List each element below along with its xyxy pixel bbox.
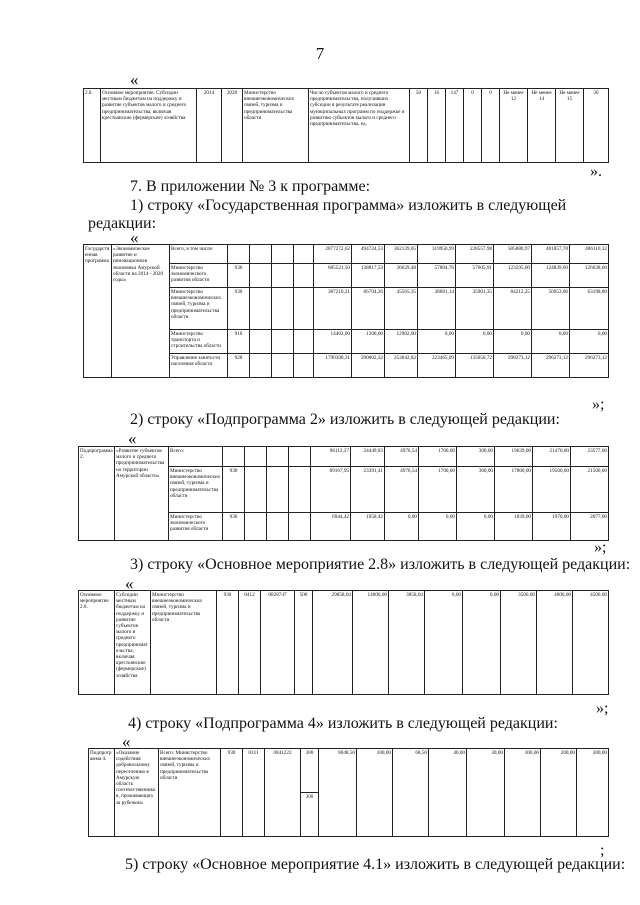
value-cell: 1200,00	[352, 330, 385, 354]
value-cell: 486110,32	[570, 245, 609, 264]
value-cell: 50	[410, 89, 428, 163]
code-cell: 936	[228, 264, 250, 288]
value-cell: 228557,98	[456, 245, 494, 264]
value-cell: 23577,00	[571, 447, 609, 467]
code-cell: 930	[228, 288, 250, 330]
executor-label: Всего, в том числе:	[170, 245, 228, 264]
code-cell	[223, 447, 245, 467]
page-number: 7	[315, 44, 325, 63]
value-cell: Не менее 14	[528, 89, 556, 163]
code-cell: 0841222	[265, 749, 301, 837]
value-cell: 126638,60	[570, 264, 609, 288]
value-cell: 8048,50	[319, 749, 357, 837]
open-quote: «	[130, 228, 139, 247]
open-quote: «	[122, 732, 131, 751]
value-cell: 123595,60	[494, 264, 532, 288]
paragraph-1-cont: редакции:	[88, 215, 157, 232]
open-quote: «	[128, 429, 137, 448]
value-cell: 4000,00	[537, 591, 573, 695]
executor: Министерство внешнеэкономических связей, туризма и предпринимательства области	[151, 591, 217, 695]
value-cell: 4976,54	[385, 467, 419, 513]
value-cell: 16	[428, 89, 446, 163]
value-cell: 138817,53	[352, 264, 385, 288]
code-cell	[228, 245, 250, 264]
table-subprogram-2	[78, 446, 609, 541]
program-name: «Оказание содействия добровольному переселению в Амурскую область соотечественников, проживающих за рубежом»	[115, 749, 159, 837]
value-cell: 2877272,62	[314, 245, 352, 264]
value-cell: Не менее 12	[500, 89, 528, 163]
value-cell: 21470,00	[533, 447, 571, 467]
table-measure-2-8	[78, 590, 609, 695]
program-level: Основное мероприятие 2.8.	[79, 591, 115, 695]
table-indicators	[83, 88, 609, 163]
executor: Министерство внешнеэкономических связей, туризма и предпринимательства области	[243, 89, 309, 163]
value-cell: 36629,48	[385, 264, 418, 288]
value-cell: 35901,35	[456, 288, 494, 330]
code-cell	[250, 354, 272, 378]
value-cell: 2077,00	[571, 513, 609, 541]
code-cell	[294, 330, 314, 354]
value-cell: 57804,76	[418, 264, 456, 288]
value-cell: 135050,72	[456, 354, 494, 378]
value-cell: 4976,54	[385, 447, 419, 467]
executor-label: Всего:	[169, 447, 223, 467]
code-cell	[245, 467, 267, 513]
code-cell	[272, 354, 294, 378]
code-cell: 928	[228, 354, 250, 378]
executor-label: Управление занятости населения области	[170, 354, 228, 378]
paragraph-7: 7. В приложении № 3 к программе:	[130, 178, 371, 195]
code-cell: 0412	[239, 591, 261, 695]
value-cell: 124839,60	[532, 264, 570, 288]
code-cell: 930	[217, 591, 239, 695]
executor-label: Министерство экономического развития области	[169, 513, 223, 541]
value-cell: 50953,06	[532, 288, 570, 330]
value-cell: 494724,53	[352, 245, 385, 264]
value-cell: 0,00	[457, 513, 495, 541]
code-cell	[250, 288, 272, 330]
value-cell: 19500,00	[533, 467, 571, 513]
value-cell: 30,00	[467, 749, 505, 837]
value-cell: 63198,80	[570, 288, 609, 330]
code-cell	[272, 288, 294, 330]
value-cell: 290002,32	[352, 354, 385, 378]
value-cell: 1700,00	[419, 467, 457, 513]
value-cell: 223465,09	[418, 354, 456, 378]
value-cell: 0,00	[494, 330, 532, 354]
value-cell: 685521,50	[314, 264, 352, 288]
value-cell: 0,00	[532, 330, 570, 354]
close-quote: »;	[594, 539, 607, 556]
value-cell: 481857,78	[532, 245, 570, 264]
paragraph-2: 2) строку «Подпрограмма 2» изложить в следующей редакции:	[130, 411, 560, 428]
executor-label: Министерство транспорта и строительства области	[170, 330, 228, 354]
code-cell	[294, 354, 314, 378]
value-cell: 387210,21	[314, 288, 352, 330]
executor-label: Министерство экономического развития области	[170, 264, 228, 288]
code-cell: 930	[223, 467, 245, 513]
value-cell: 19639,00	[495, 447, 533, 467]
value-cell: 296273,12	[532, 354, 570, 378]
code-cell	[245, 447, 267, 467]
value-cell: Не менее 15	[556, 89, 584, 163]
value-cell: 57605,91	[456, 264, 494, 288]
value-cell: 0,00	[425, 591, 463, 695]
value-cell: 300,00	[457, 467, 495, 513]
value-cell: 3858,04	[389, 591, 425, 695]
code-cell: 910	[228, 330, 250, 354]
code-cell	[267, 513, 289, 541]
code-cell: 930	[221, 749, 243, 837]
value-cell: 298273,12	[494, 354, 532, 378]
code-cell	[289, 513, 311, 541]
value-cell: 66704,26	[352, 288, 385, 330]
value-cell: 505880,97	[494, 245, 532, 264]
executor: Всего: Министерство внешнеэкономических связей, туризма и предпринимательства области	[159, 749, 221, 837]
paragraph-5: 5) строку «Основное мероприятие 4.1» изложить в следующей редакции:	[125, 856, 626, 873]
value-cell: 253042,82	[385, 354, 418, 378]
paragraph-1: 1) строку «Государственная программа» изложить в следующей	[130, 197, 567, 214]
value-cell: 45565,35	[385, 288, 418, 330]
value-cell: 319950,99	[418, 245, 456, 264]
value-cell: 12902,00	[385, 330, 418, 354]
paragraph-3: 3) строку «Основное мероприятие 2.8» изложить в следующей редакции:	[130, 556, 631, 573]
value-cell: 296273,12	[570, 354, 609, 378]
code-cell	[245, 513, 267, 541]
table-subprogram-4	[88, 748, 609, 837]
value-cell: 1970,00	[533, 513, 571, 541]
value-cell: 14402,00	[314, 330, 352, 354]
code-cell	[272, 264, 294, 288]
value-cell: 21500,00	[571, 467, 609, 513]
value-cell: 89167,95	[311, 467, 351, 513]
value-cell: 29858,04	[313, 591, 353, 695]
value-cell: 30	[584, 89, 609, 163]
value-cell: 4500,00	[573, 591, 609, 695]
value-cell: 300,00	[457, 447, 495, 467]
value-cell: 96112,37	[311, 447, 351, 467]
code-cell	[272, 330, 294, 354]
value-cell: 24449,83	[351, 447, 385, 467]
value-cell: 1058,42	[351, 513, 385, 541]
value-cell: 0,00	[456, 330, 494, 354]
code-cell: 0828747	[261, 591, 295, 695]
code-cell: 0311	[243, 749, 265, 837]
code-cell	[272, 245, 294, 264]
value-cell: 1700,00	[419, 447, 457, 467]
open-quote: «	[125, 574, 134, 593]
value-cell: 0,00	[418, 330, 456, 354]
close-quote: ».	[590, 163, 602, 180]
code-cell	[294, 288, 314, 330]
value-cell: 1839,00	[495, 513, 533, 541]
program-level: Подпрограмма 4.	[89, 749, 115, 837]
value-cell: 6944,42	[311, 513, 351, 541]
code-cell: 300	[301, 749, 319, 793]
row-number: 2.8.	[84, 89, 101, 163]
value-cell: 14000,00	[353, 591, 389, 695]
measure-name: Основное мероприятие. Субсидии местным бюджетам на поддержку и развитие субъектов малого и среднего предпринимательства, включая крестьянские (фермерские) хозяйства	[101, 89, 197, 163]
value-cell: 147	[446, 89, 464, 163]
code-cell	[250, 330, 272, 354]
value-cell: 362139,05	[385, 245, 418, 264]
table-state-program	[83, 244, 609, 378]
value-cell: 0,00	[419, 513, 457, 541]
program-name: «Экономическое развитие и инновационная экономика Амурской области на 2014 - 2020 годы»	[112, 245, 170, 378]
value-cell: 68,50	[393, 749, 429, 837]
measure-name: Субсидии местным бюджетам на поддержку и развитие субъектов малого и среднего предпринимательства, включая крестьянские (фермерские) хозяйства	[115, 591, 151, 695]
value-cell: 0,00	[463, 591, 501, 695]
value-cell: 0,00	[385, 513, 419, 541]
code-cell	[294, 245, 314, 264]
code-cell	[294, 264, 314, 288]
year-to: 2020	[222, 89, 243, 163]
value-cell: 0,00	[570, 330, 609, 354]
value-cell: 1790390,31	[314, 354, 352, 378]
value-cell: 38681,14	[418, 288, 456, 330]
program-level: Подпрограмма 2.	[79, 447, 115, 541]
value-cell: 300,00	[577, 749, 609, 837]
code-cell: 936	[223, 513, 245, 541]
value-cell: 300,00	[505, 749, 541, 837]
value-cell: 84212,25	[494, 288, 532, 330]
value-cell: 0	[482, 89, 500, 163]
close-semicolon: »;	[596, 700, 609, 717]
value-cell: 200,00	[541, 749, 577, 837]
value-cell: 3500,00	[501, 591, 537, 695]
value-cell: 17800,00	[495, 467, 533, 513]
executor-label: Министерство внешнеэкономических связей, туризма и предпринимательства области	[169, 467, 223, 513]
program-level: Государственная программа	[84, 245, 112, 378]
indicator: Число субъектов малого и среднего предпринимательства, получивших субсидии в результате реализации муниципальных программ по поддержке и развитию субъектов малого и среднего предпринимательства, ед.	[309, 89, 410, 163]
value-cell: 23391,41	[351, 467, 385, 513]
value-cell: 100,00	[357, 749, 393, 837]
code-cell	[267, 467, 289, 513]
close-quote: »;	[592, 396, 605, 413]
code-cell	[250, 245, 272, 264]
code-cell	[289, 447, 311, 467]
year-from: 2014	[197, 89, 222, 163]
value-cell: 0	[464, 89, 482, 163]
code-cell: 300	[301, 793, 319, 837]
value-cell: 40,00	[429, 749, 467, 837]
code-cell	[289, 467, 311, 513]
executor-label: Министерство внешнеэкономических связей, туризма и предпринимательства области	[170, 288, 228, 330]
code-cell: 500	[295, 591, 313, 695]
code-cell	[267, 447, 289, 467]
close-semicolon: ;	[600, 842, 605, 859]
program-name: «Развитие субъектов малого и среднего предпринимательства на территории Амурской области»	[115, 447, 169, 541]
open-quote: «	[130, 70, 139, 89]
code-cell	[250, 264, 272, 288]
paragraph-4: 4) строку «Подпрограмма 4» изложить в следующей редакции:	[128, 715, 558, 732]
